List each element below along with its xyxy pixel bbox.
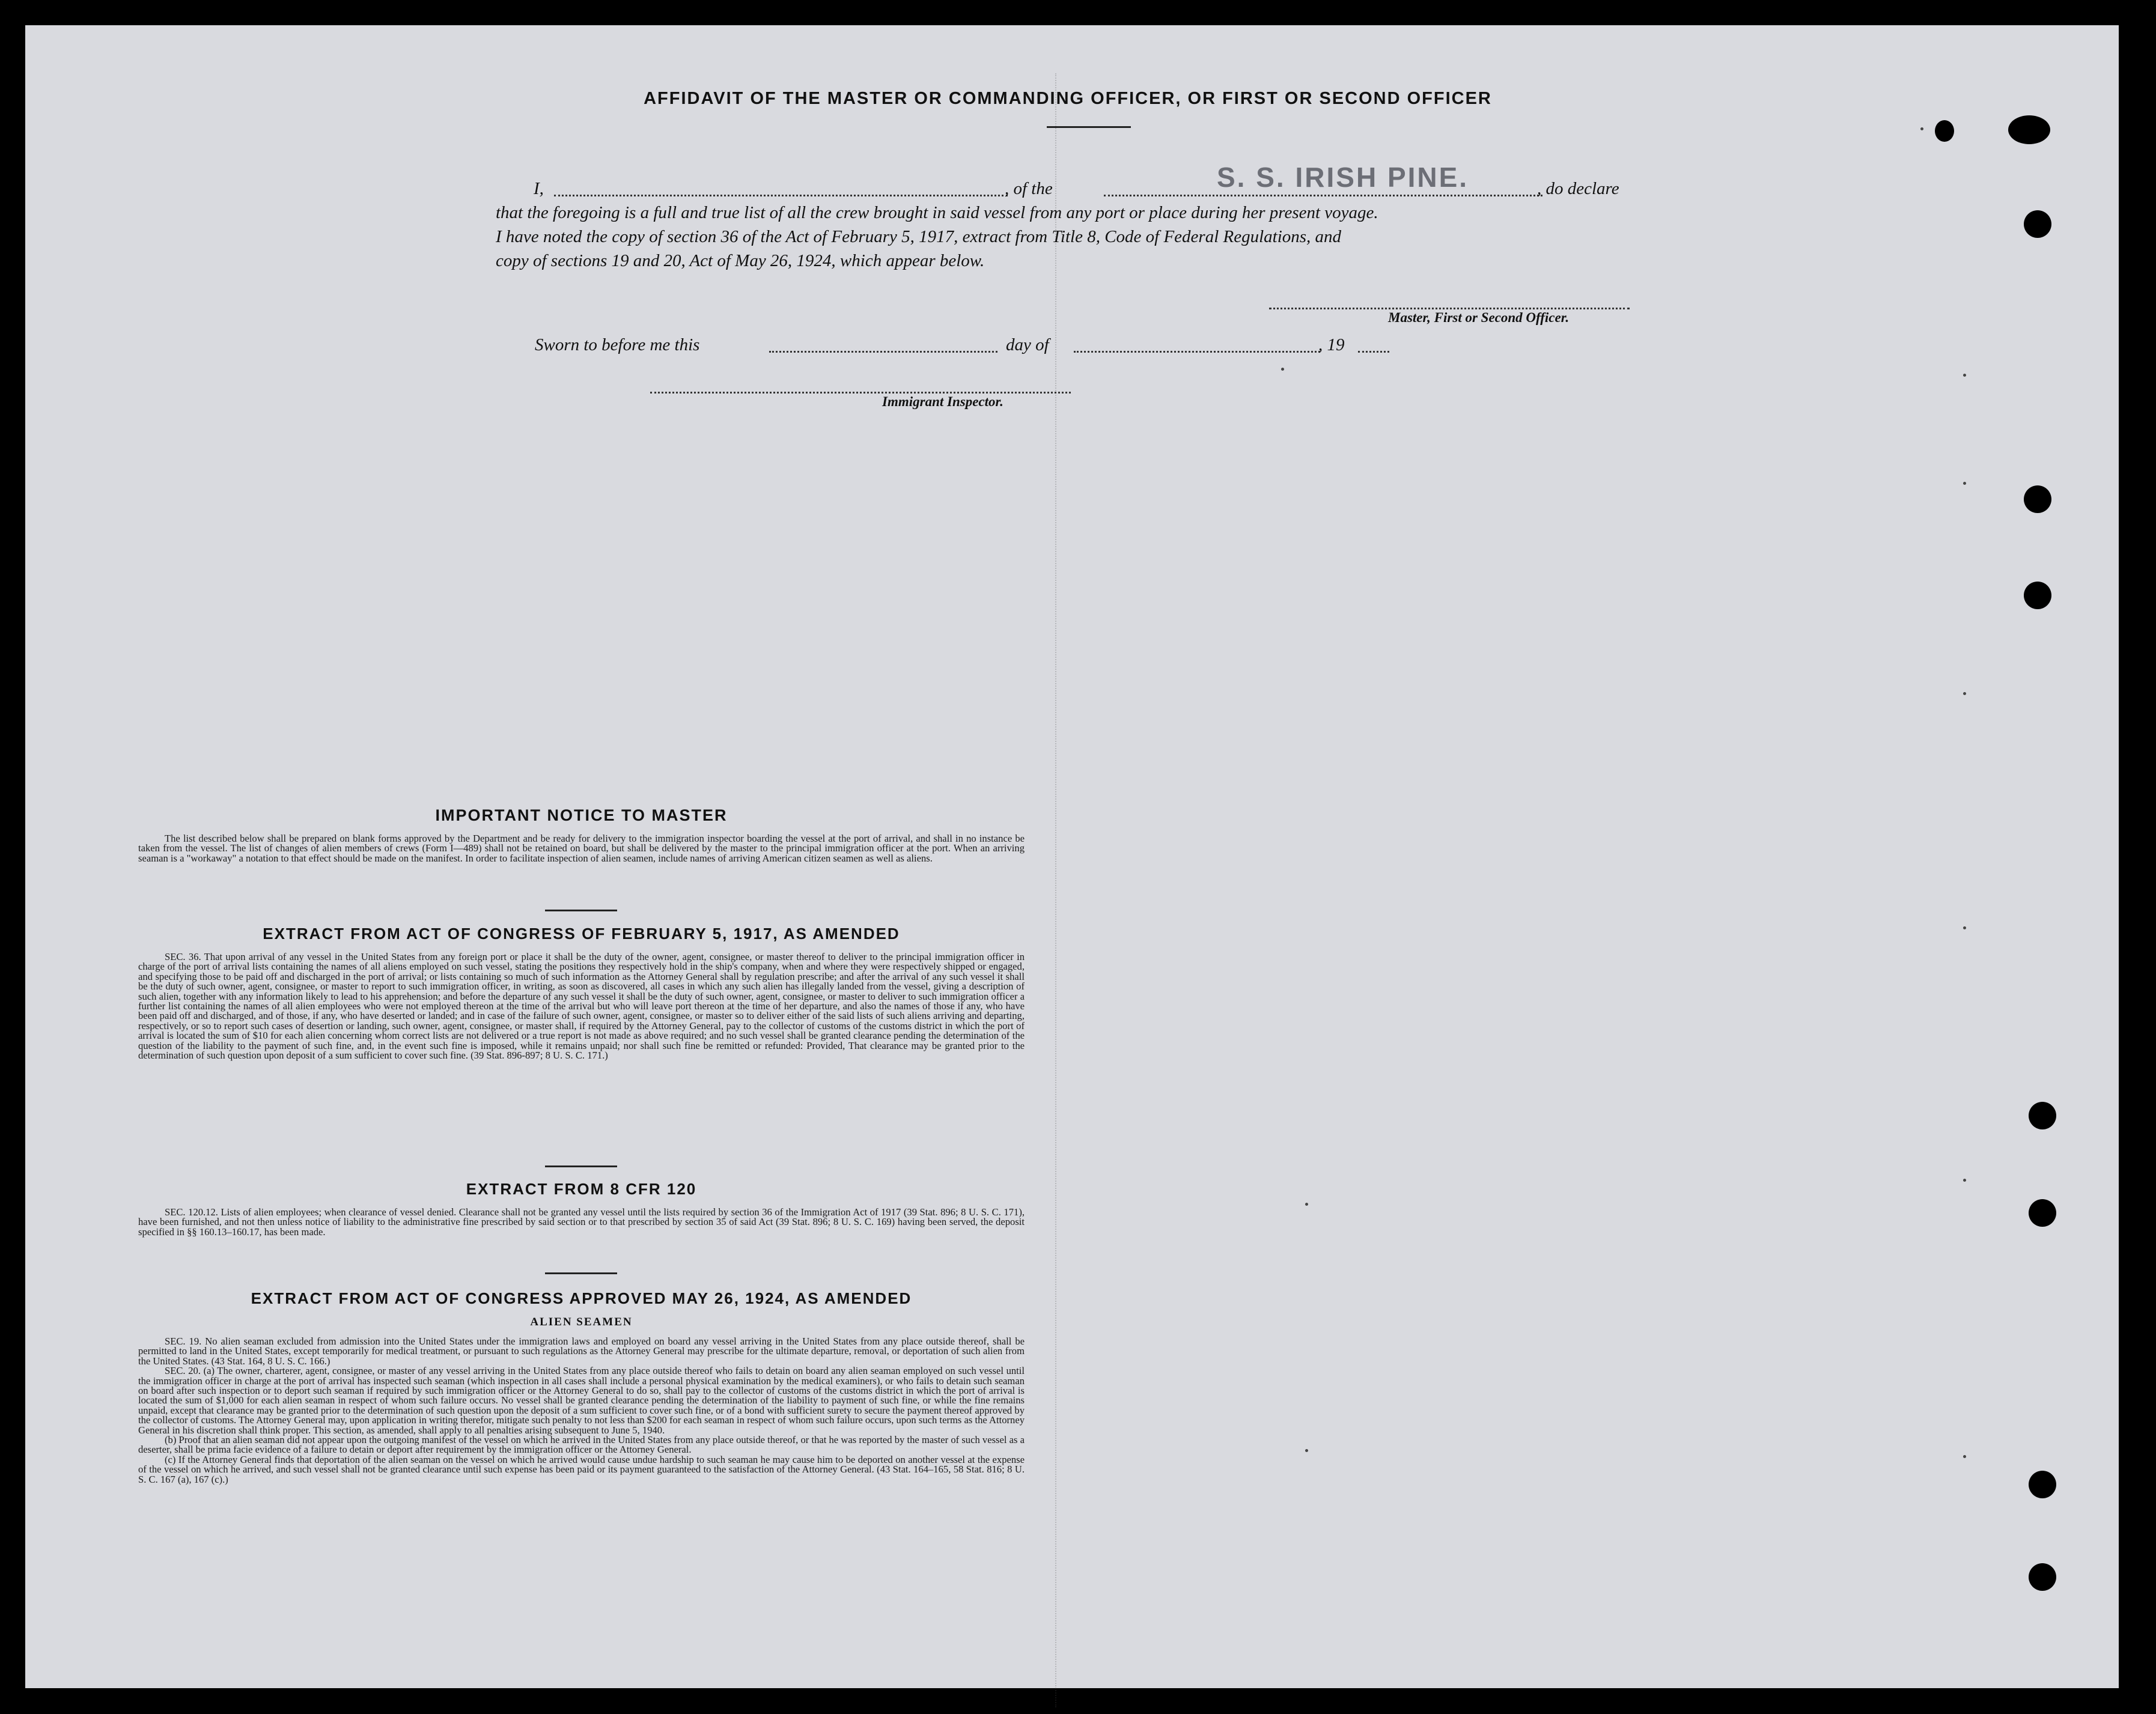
- vessel-name-stamp: S. S. IRISH PINE.: [1217, 162, 1469, 193]
- punch-hole: [2024, 582, 2051, 609]
- notice-paragraph: The list described below shall be prepared on blank forms approved by the Department and be ready for delivery to the immigration inspector boarding the vessel at the port of arrival, and shall in no instance be taken from the vessel. The list of changes of alien members of crews (Form I—489) shall not be retained on board, but shall be delivered by the master to the principal immigration officer at the port. When an arriving seaman is a "workaway" a notation to that effect should be made on the manifest. In order to facilitate inspection of alien seamen, include names of arriving American citizen seamen as well as aliens.: [138, 833, 1025, 864]
- sworn-month-line: [1074, 351, 1320, 353]
- cfr-text: [138, 1208, 1025, 1237]
- master-signature-label: Master, First or Second Officer.: [1388, 310, 1570, 325]
- fold-line: [1055, 73, 1056, 1707]
- punch-hole: [2024, 210, 2051, 238]
- punch-hole: [2024, 485, 2051, 513]
- punch-hole: [2029, 1102, 2056, 1129]
- affidavit-title: AFFIDAVIT OF THE MASTER OR COMMANDING OFFICER, OR FIRST OR SECOND OFFICER: [644, 89, 1492, 108]
- declare-label: , do declare: [1537, 179, 1619, 198]
- punch-hole: [1935, 120, 1954, 142]
- master-signature-line: [1269, 308, 1630, 309]
- scan-speck: [1963, 1179, 1966, 1182]
- scan-speck: [1281, 368, 1284, 371]
- extract-1917-text: [138, 952, 1025, 1060]
- year-label: , 19: [1318, 335, 1345, 354]
- punch-hole: [2029, 1471, 2056, 1498]
- declarant-name-line: [554, 195, 1008, 196]
- day-of-label: day of: [1006, 335, 1049, 354]
- divider: [545, 1272, 617, 1274]
- divider: [1047, 126, 1131, 128]
- sworn-year-line: [1358, 351, 1389, 353]
- scan-speck: [1920, 127, 1923, 130]
- scan-speck: [1963, 1455, 1966, 1458]
- section-36-paragraph: SEC. 36. That upon arrival of any vessel in the United States from any foreign port or place it shall be the duty of the owner, agent, consignee, or master thereof to deliver to the principal immigration officer in charge of the port of arrival lists containing the names of all aliens employed on such vessel, stating the positions they respectively hold in the ship's company, when and where they were respectively shipped or engaged, and specifying those to be paid off and discharged in the port of arrival; or lists containing so much of such information as the Attorney General shall by regulation prescribe; and after the arrival of any such vessel it shall be the duty of such owner, agent, consignee, or master to report to such immigration officer, in writing, as soon as discovered, all cases in which any such alien has illegally landed from the vessel, giving a description of such alien, together with any information likely to lead to his apprehension; and before the departure of any such vessel it shall be the duty of such owner, agent, consignee, or master to deliver to such immigration officer a further list containing the names of all alien employees who were not employed thereon at the time of the arrival but who will leave port thereon at the time of her departure, and also the names of those if any, who have been paid off and discharged, and of those, if any, who have deserted or landed; and in case of the failure of such owner, agent, consignee, or master so to deliver either of the said lists of such aliens arriving and departing, respectively, or so to report such cases of desertion or landing, such owner, agent, consignee, or master shall, if required by the Attorney General, pay to the collector of customs of the customs district in which the port of arrival is located the sum of $10 for each alien concerning whom correct lists are not delivered or a true report is not made as above required; and no such vessel shall be granted clearance pending the determination of the question of the liability to the payment of such fine, and, in the event such fine is imposed, while it remains unpaid; nor shall such fine be remitted or refunded: Provided, That clearance may be granted prior to the determination of such question upon deposit of a sum sufficient to cover such fine. (39 Stat. 896-897; 8 U. S. C. 171.): [138, 951, 1025, 1062]
- sworn-label: Sworn to before me this: [535, 335, 700, 354]
- divider: [545, 1165, 617, 1167]
- vessel-name-line: [1104, 195, 1542, 196]
- inspector-label: Immigrant Inspector.: [882, 394, 1003, 409]
- divider: [545, 910, 617, 911]
- affidavit-line-4: copy of sections 19 and 20, Act of May 26, 1924, which appear below.: [496, 251, 985, 270]
- notice-title: IMPORTANT NOTICE TO MASTER: [435, 806, 728, 824]
- alien-seamen-subtitle: ALIEN SEAMEN: [530, 1316, 633, 1328]
- extract-1924-title: EXTRACT FROM ACT OF CONGRESS APPROVED MAY 26, 1924, AS AMENDED: [251, 1289, 912, 1307]
- scan-speck: [1963, 926, 1966, 929]
- extract-1917-title: EXTRACT FROM ACT OF CONGRESS OF FEBRUARY 5, 1917, AS AMENDED: [263, 925, 900, 943]
- sworn-day-line: [769, 351, 997, 353]
- section-19-paragraph: SEC. 19. No alien seaman excluded from admission into the United States under the immigration laws and employed on board any vessel arriving in the United States from any place outside thereof, shall be permitted to land in the United States, except temporarily for medical treatment, or pursuant to such regulations as the Attorney General may prescribe for the ultimate departure, removal, or deportation of such alien from the United States. (43 Stat. 164, 8 U. S. C. 166.): [138, 1336, 1025, 1367]
- scan-speck: [1305, 1449, 1308, 1452]
- section-20c-paragraph: (c) If the Attorney General finds that deportation of the alien seaman on the vessel on which he arrived would cause undue hardship to such seaman he may cause him to be deported on another vessel at the expense of the vessel on which he arrived, and such vessel shall not be granted clearance until such expense has been paid or its payment guaranteed to the satisfaction of the Attorney General. (43 Stat. 164–165, 58 Stat. 816; 8 U. S. C. 167 (a), 167 (c).): [138, 1453, 1025, 1485]
- extract-1924-text: [138, 1337, 1025, 1485]
- declarant-prefix: I,: [534, 179, 544, 198]
- punch-hole: [2008, 115, 2050, 144]
- document-page: [25, 25, 2119, 1688]
- section-20a-paragraph: SEC. 20. (a) The owner, charterer, agent, consignee, or master of any vessel arriving in the United States from any place outside thereof who fails to detain on board any alien seaman employed on such vessel until the immigration officer in charge at the port of arrival has inspected such seaman (which inspection in all cases shall include a personal physical examination by the medical examiners), or who fails to detain such seaman on board after such inspection or to deport such seaman if required by such immigration officer or the Attorney General to do so, shall pay to the collector of customs of the customs district in which the port of arrival is located the sum of $1,000 for each alien seaman in respect of whom such failure occurs. No vessel shall be granted clearance pending the determination of the liability to payment of such fine, or while the fine remains unpaid, except that clearance may be granted prior to the determination of such question upon the deposit of a sum sufficient to cover such fine, or of a bond with sufficient surety to secure the payment thereof approved by the collector of customs. The Attorney General may, upon application in writing therefor, mitigate such penalty to not less than $200 for each seaman in respect of whom such failure occurs, upon such terms as the Attorney General in his discretion shall think proper. This section, as amended, shall apply to all penalties arising subsequent to June 5, 1940.: [138, 1365, 1025, 1436]
- of-the-label: , of the: [1005, 179, 1053, 198]
- scan-speck: [1305, 1203, 1308, 1206]
- section-20b-paragraph: (b) Proof that an alien seaman did not appear upon the outgoing manifest of the vessel on which he arrived in the United States from any place outside thereof, or that he was reported by the master of such vessel as a deserter, shall be prima facie evidence of a failure to detain or deport after requirement by the immigration officer or the Attorney General.: [138, 1434, 1025, 1456]
- notice-text: [138, 834, 1025, 863]
- punch-hole: [2029, 1199, 2056, 1227]
- punch-hole: [2029, 1563, 2056, 1591]
- cfr-title: EXTRACT FROM 8 CFR 120: [466, 1180, 697, 1198]
- inspector-signature-line: [650, 392, 1071, 394]
- affidavit-line-2: that the foregoing is a full and true list of all the crew brought in said vessel from any port or place during her present voyage.: [496, 203, 1378, 222]
- scan-speck: [1963, 374, 1966, 377]
- section-120-12-paragraph: SEC. 120.12. Lists of alien employees; when clearance of vessel denied. Clearance shall not be granted any vessel until the lists required by section 36 of the Immigration Act of 1917 (39 Stat. 896; 8 U. S. C. 171), have been furnished, and not then unless notice of liability to the administrative fine prescribed by said section or to that prescribed by section 35 of said Act (39 Stat. 896; 8 U. S. C. 169) having been served, the deposit specified in §§ 160.13–160.17, has been made.: [138, 1206, 1025, 1238]
- scan-speck: [1963, 692, 1966, 695]
- scan-speck: [1963, 482, 1966, 485]
- affidavit-line-3: I have noted the copy of section 36 of the Act of February 5, 1917, extract from Title 8, Code of Federal Regulations, and: [496, 227, 1342, 246]
